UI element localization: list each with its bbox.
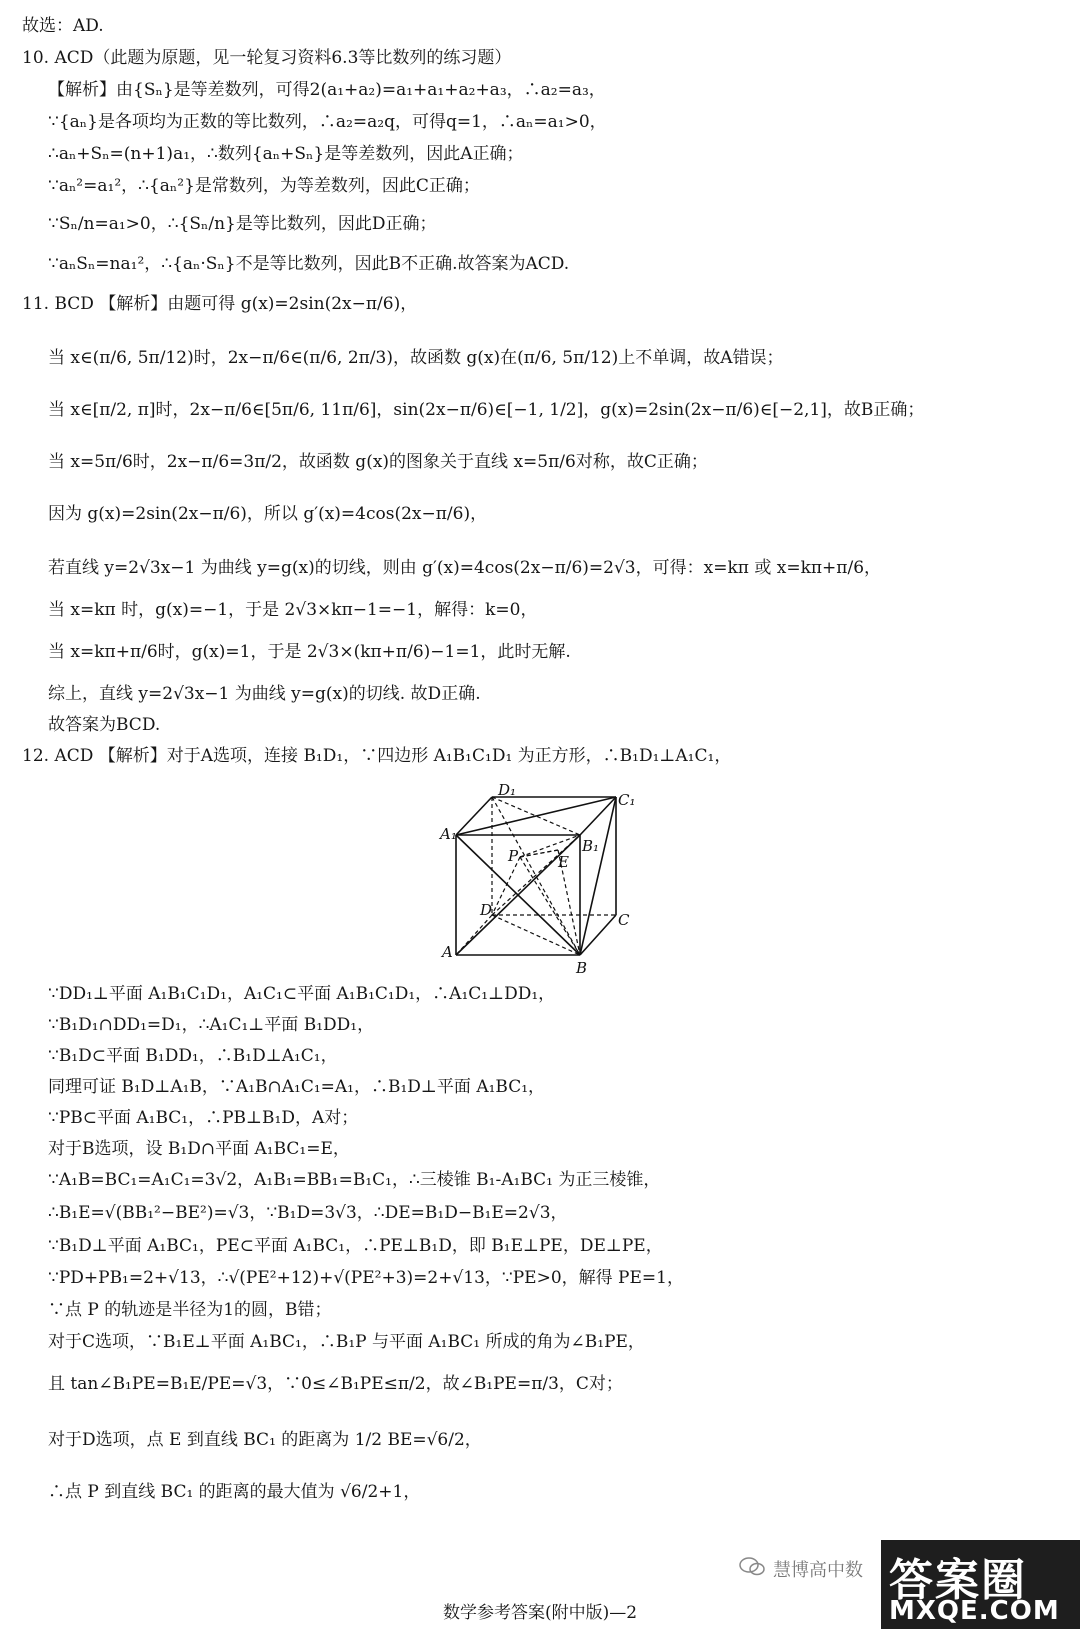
text-line: 因为 g(x)=2sin(2x−π/6)，所以 g′(x)=4cos(2x−π/6)， — [48, 504, 488, 524]
edge — [580, 915, 616, 955]
text-line: 当 x=kπ 时，g(x)=−1，于是 2√3×kπ−1=−1，解得：k=0， — [48, 600, 538, 620]
question-12-header: 12. ACD 【解析】对于A选项，连接 B₁D₁，∵四边形 A₁B₁C₁D₁ 为正方形，∴B₁D₁⊥A₁C₁， — [22, 746, 732, 766]
text-line: ∵DD₁⊥平面 A₁B₁C₁D₁，A₁C₁⊂平面 A₁B₁C₁D₁，∴A₁C₁⊥DD₁， — [48, 984, 556, 1004]
hidden-edge — [492, 915, 580, 955]
text-line: ∴B₁E=√(BB₁²−BE²)=√3，∵B₁D=3√3，∴DE=B₁D−B₁E=2√3， — [48, 1203, 568, 1223]
text-line: ∵Sₙ/n=a₁>0，∴{Sₙ/n}是等比数列，因此D正确； — [48, 214, 437, 234]
text-line: ∵B₁D⊥平面 A₁BC₁，PE⊂平面 A₁BC₁，∴PE⊥B₁D，即 B₁E⊥PE，DE⊥PE， — [48, 1236, 663, 1256]
text-line: 当 x=kπ+π/6时，g(x)=1，于是 2√3×(kπ+π/6)−1=1，此时无解. — [48, 642, 571, 662]
edge — [456, 797, 616, 835]
text-line: 当 x=5π/6时，2x−π/6=3π/2，故函数 g(x)的图象关于直线 x=5π/6对称，故C正确； — [48, 452, 708, 472]
text-line: 【解析】由{Sₙ}是等差数列，可得2(a₁+a₂)=a₁+a₁+a₂+a₃，∴a₂=a₃， — [48, 80, 606, 100]
vertex-label: B₁ — [582, 837, 600, 855]
text-line: 当 x∈(π/6, 5π/12)时，2x−π/6∈(π/6, 2π/3)，故函数 g(x)在(π/6, 5π/12)上不单调，故A错误； — [48, 348, 784, 368]
wechat-icon — [739, 1556, 765, 1576]
text-line: ∵A₁B=BC₁=A₁C₁=3√2，A₁B₁=BB₁=B₁C₁，∴三棱锥 B₁-A₁BC₁ 为正三棱锥， — [48, 1170, 661, 1190]
vertex-label: D₁ — [498, 781, 517, 799]
hidden-edge — [520, 835, 580, 857]
text-line: 且 tan∠B₁PE=B₁E/PE=√3，∵0≤∠B₁PE≤π/2，故∠B₁PE=π/3，C对； — [48, 1374, 623, 1394]
vertex-label: B — [576, 959, 588, 977]
text-line: ∵B₁D₁∩DD₁=D₁，∴A₁C₁⊥平面 B₁DD₁， — [48, 1015, 375, 1035]
text-line: 对于C选项，∵B₁E⊥平面 A₁BC₁，∴B₁P 与平面 A₁BC₁ 所成的角为∠B₁PE， — [48, 1332, 645, 1352]
text-line: ∴点 P 到直线 BC₁ 的距离的最大值为 √6/2+1， — [48, 1482, 421, 1502]
text-line: 故答案为BCD. — [48, 715, 161, 735]
text-line: ∵PD+PB₁=2+√13，∴√(PE²+12)+√(PE²+3)=2+√13，∵PE>0，解得 PE=1， — [48, 1268, 684, 1288]
page-footer: 数学参考答案(附中版)—2 — [442, 1603, 638, 1623]
text-line: 综上，直线 y=2√3x−1 为曲线 y=g(x)的切线. 故D正确. — [48, 684, 481, 704]
hidden-edge — [520, 850, 558, 857]
watermark-logo: 答案圈 — [889, 1555, 1027, 1606]
text-line: ∵PB⊂平面 A₁BC₁，∴PB⊥B₁D，A对； — [48, 1108, 359, 1128]
text-line: 对于D选项，点 E 到直线 BC₁ 的距离为 1/2 BE=√6/2， — [48, 1430, 482, 1450]
question-10-header: 10. ACD（此题为原题，见一轮复习资料6.3等比数列的练习题） — [22, 48, 512, 68]
vertex-label: C — [618, 911, 630, 929]
text-line: 若直线 y=2√3x−1 为曲线 y=g(x)的切线，则由 g′(x)=4cos(2x−π/6)=2√3，可得：x=kπ 或 x=kπ+π/6， — [48, 558, 882, 578]
text-line: 同理可证 B₁D⊥A₁B，∵A₁B∩A₁C₁=A₁，∴B₁D⊥平面 A₁BC₁， — [48, 1077, 546, 1097]
text-line: 当 x∈[π/2, π]时，2x−π/6∈[5π/6, 11π/6]，sin(2x−π/6)∈[−1, 1/2]，g(x)=2sin(2x−π/6)∈[−2,1]，故B正确； — [48, 400, 925, 420]
text-line: ∵B₁D⊂平面 B₁DD₁，∴B₁D⊥A₁C₁， — [48, 1046, 338, 1066]
hidden-edge — [492, 797, 580, 955]
text-line: ∴aₙ+Sₙ=(n+1)a₁，∴数列{aₙ+Sₙ}是等差数列，因此A正确； — [48, 144, 524, 164]
vertex-label: P — [508, 847, 519, 865]
watermark-url: MXQE.COM — [889, 1596, 1060, 1626]
text-line: 对于B选项，设 B₁D∩平面 A₁BC₁=E， — [48, 1139, 350, 1159]
edge — [456, 797, 492, 835]
watermark-account: 慧博高中数 — [773, 1560, 863, 1581]
text-line: ∵aₙ²=a₁²，∴{aₙ²}是常数列，为等差数列，因此C正确； — [48, 176, 480, 196]
vertex-label: E — [558, 853, 569, 871]
vertex-label: A₁ — [440, 825, 457, 843]
text-line: ∵点 P 的轨迹是半径为1的圆，B错； — [48, 1300, 332, 1320]
text-line: ∵{aₙ}是各项均为正数的等比数列，∴a₂=a₂q，可得q=1，∴aₙ=a₁>0， — [48, 112, 607, 132]
vertex-label: A — [442, 943, 453, 961]
cube-figure — [440, 781, 660, 1000]
text-line: ∵aₙSₙ=na₁²，∴{aₙ·Sₙ}不是等比数列，因此B不正确.故答案为ACD. — [48, 254, 570, 274]
vertex-label: D — [480, 901, 493, 919]
question-11-header: 11. BCD 【解析】由题可得 g(x)=2sin(2x−π/6)， — [22, 294, 418, 314]
hidden-edge — [492, 835, 580, 915]
edge — [580, 797, 616, 955]
edge — [580, 797, 616, 835]
hidden-edge — [520, 850, 558, 857]
hidden-edge — [456, 915, 492, 955]
vertex-label: C₁ — [618, 791, 636, 809]
text-line: 故选：AD. — [22, 16, 104, 36]
